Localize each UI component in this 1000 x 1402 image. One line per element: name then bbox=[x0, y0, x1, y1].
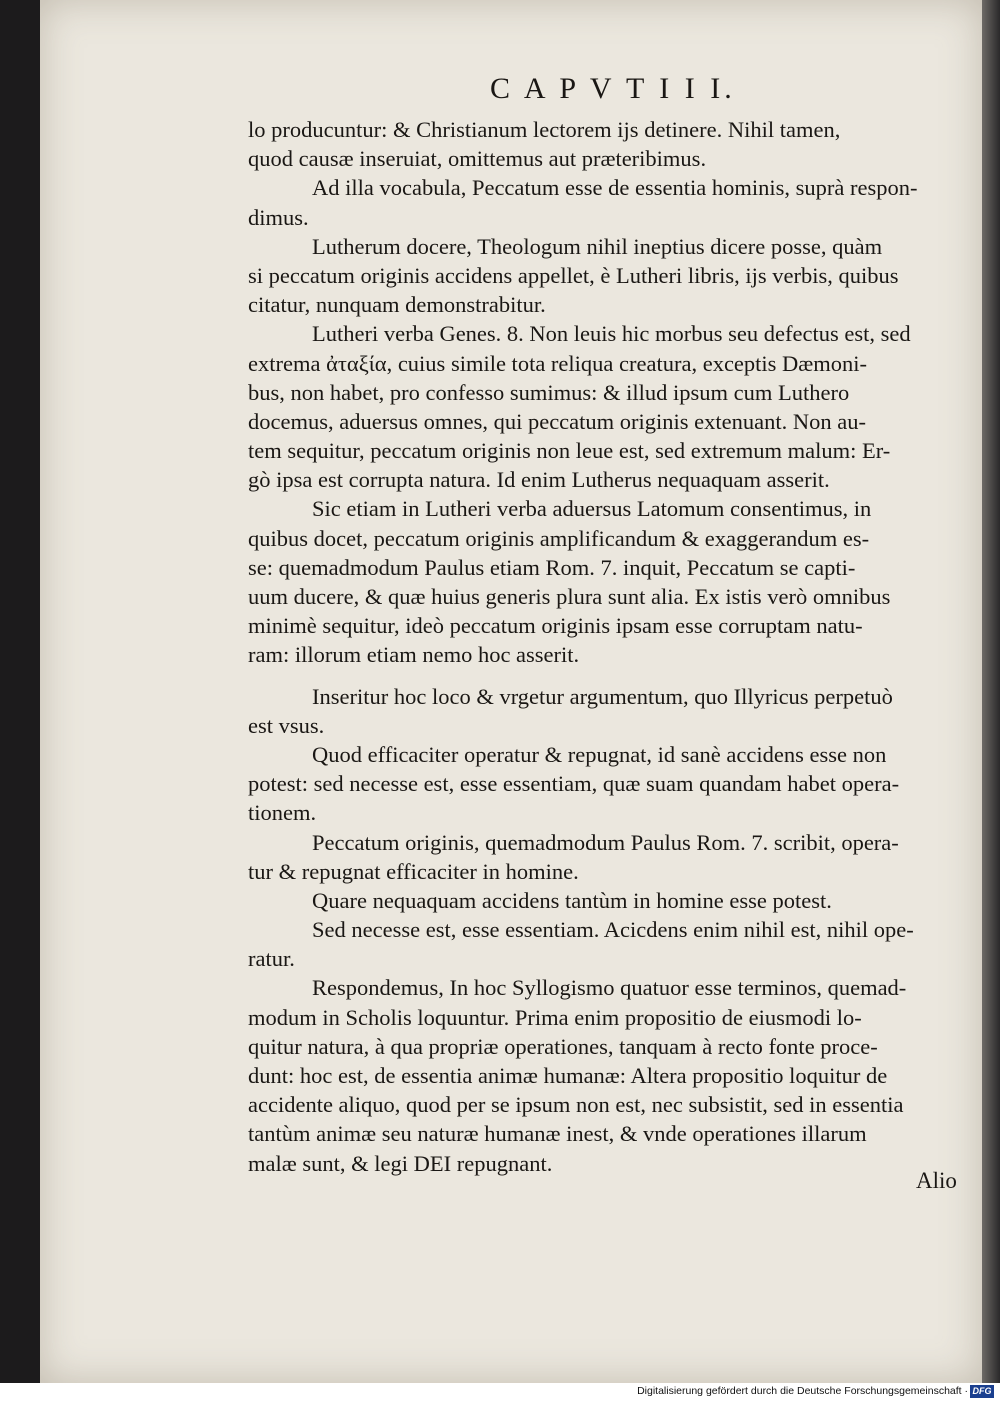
text-line: dimus. bbox=[248, 204, 309, 230]
footer-bar bbox=[0, 1383, 1000, 1402]
paragraph-gap bbox=[248, 670, 964, 682]
text-line: lo producuntur: & Christianum lectorem ijs detinere. Nihil tamen, bbox=[248, 117, 841, 142]
text-line: bus, non habet, pro confesso sumimus: & illud ipsum cum Luthero bbox=[248, 379, 850, 405]
page-edge bbox=[982, 0, 1000, 1383]
text-line: accidente aliquo, quod per se ipsum non est, nec subsistit, sed in essentia bbox=[248, 1092, 904, 1118]
text-line: potest: sed necesse est, esse essentiam, quæ suam quandam habet opera- bbox=[248, 771, 900, 797]
text-line: se: quemadmodum Paulus etiam Rom. 7. inquit, Peccatum se capti- bbox=[248, 554, 856, 580]
text-line: Ad illa vocabula, Peccatum esse de essentia hominis, suprà respon- bbox=[312, 175, 918, 201]
text-line: tantùm animæ seu naturæ humanæ inest, & vnde operationes illarum bbox=[248, 1121, 867, 1147]
text-line: Quare nequaquam accidens tantùm in homine esse potest. bbox=[312, 887, 832, 913]
text-line: Peccatum originis, quemadmodum Paulus Rom. 7. scribit, opera- bbox=[312, 829, 899, 855]
text-line: Lutheri verba Genes. 8. Non leuis hic morbus seu defectus est, sed bbox=[312, 321, 911, 347]
text-line: uum ducere, & quæ huius generis plura sunt alia. Ex istis verò omnibus bbox=[248, 584, 891, 609]
text-line: extrema ἀταξία, cuius simile tota reliqua creatura, exceptis Dæmoni- bbox=[248, 350, 868, 376]
text-line: Sed necesse est, esse essentiam. Acicdens enim nihil est, nihil ope- bbox=[312, 917, 914, 943]
text-line: quibus docet, peccatum originis amplificandum & exaggerandum es- bbox=[248, 525, 870, 551]
text-line: tem sequitur, peccatum originis non leue est, sed extremum malum: Er- bbox=[248, 438, 891, 464]
text-line: Sic etiam in Lutheri verba aduersus Latomum consentimus, in bbox=[312, 496, 872, 522]
running-head: C A P V T I I I. bbox=[490, 72, 736, 105]
text-line: citatur, nunquam demonstrabitur. bbox=[248, 292, 546, 318]
text-line: ram: illorum etiam nemo hoc asserit. bbox=[248, 642, 580, 668]
text-line: modum in Scholis loquuntur. Prima enim propositio de eiusmodi lo- bbox=[248, 1004, 862, 1030]
text-line: malæ sunt, & legi DEI repugnant. bbox=[248, 1150, 553, 1176]
text-line: dunt: hoc est, de essentia animæ humanæ: Altera propositio loquitur de bbox=[248, 1063, 888, 1088]
text-line: minimè sequitur, ideò peccatum originis ipsam esse corruptam natu- bbox=[248, 613, 863, 639]
body-text bbox=[248, 115, 964, 1178]
dfg-logo-icon: DFG bbox=[970, 1385, 994, 1398]
text-line: est vsus. bbox=[248, 712, 325, 738]
text-line: Inseritur hoc loco & vrgetur argumentum, quo Illyricus perpetuò bbox=[312, 683, 893, 709]
text-line: docemus, aduersus omnes, qui peccatum originis extenuant. Non au- bbox=[248, 408, 866, 434]
text-line: Respondemus, In hoc Syllogismo quatuor esse terminos, quemad- bbox=[312, 975, 907, 1001]
text-line: ratur. bbox=[248, 946, 295, 972]
text-line: Quod efficaciter operatur & repugnat, id sanè accidens esse non bbox=[312, 741, 887, 767]
text-line: quitur natura, à qua propriæ operationes, tanquam à recto fonte proce- bbox=[248, 1033, 878, 1059]
text-line: Lutherum docere, Theologum nihil ineptius dicere posse, quàm bbox=[312, 233, 883, 259]
funding-credit: Digitalisierung gefördert durch die Deutsche Forschungsgemeinschaft · bbox=[637, 1385, 968, 1397]
text-line: si peccatum originis accidens appellet, è Lutheri libris, ijs verbis, quibus bbox=[248, 262, 899, 288]
text-line: gò ipsa est corrupta natura. Id enim Lutherus nequaquam asserit. bbox=[248, 467, 830, 493]
text-line: tionem. bbox=[248, 800, 317, 826]
text-line: tur & repugnat efficaciter in homine. bbox=[248, 858, 579, 884]
text-line: quod causæ inseruiat, omittemus aut præteribimus. bbox=[248, 146, 707, 172]
catchword: Alio bbox=[916, 1168, 957, 1193]
